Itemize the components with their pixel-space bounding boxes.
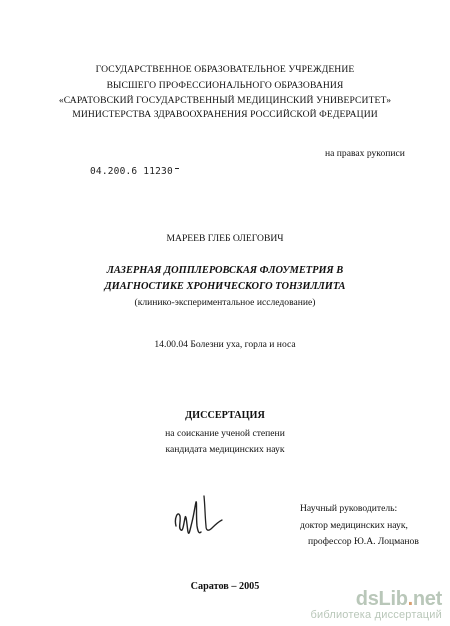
dissertation-subtitle: (клинико-экспериментальное исследование)	[134, 297, 316, 308]
degree-line-1: на соискание ученой степени	[165, 428, 285, 439]
author-name: МАРЕЕВ ГЛЕБ ОЛЕГОВИЧ	[166, 233, 284, 244]
dslib-logo-dot: .	[407, 587, 413, 610]
dslib-tagline: библиотека диссертаций	[310, 608, 442, 621]
degree-line-2: кандидата медицинских наук	[165, 444, 285, 455]
stamp-dash	[175, 168, 179, 170]
dslib-watermark	[310, 589, 442, 622]
institution-line-2: ВЫСШЕГО ПРОФЕССИОНАЛЬНОГО ОБРАЗОВАНИЯ	[106, 80, 344, 91]
dslib-logo-main: dsLib	[355, 587, 408, 610]
manuscript-rights-note: на правах рукописи	[325, 148, 405, 159]
handwritten-signature	[168, 492, 226, 542]
institution-line-1: ГОСУДАРСТВЕННОЕ ОБРАЗОВАТЕЛЬНОЕ УЧРЕЖДЕНИЕ	[95, 64, 355, 75]
institution-line-3: «САРАТОВСКИЙ ГОСУДАРСТВЕННЫЙ МЕДИЦИНСКИЙ УНИВЕРСИТЕТ»	[58, 95, 392, 106]
registration-stamp-number: 04.200.6 11230	[90, 166, 173, 177]
dslib-logo	[310, 589, 442, 609]
dissertation-title-line-2: ДИАГНОСТИКЕ ХРОНИЧЕСКОГО ТОНЗИЛЛИТА	[104, 281, 346, 292]
dissertation-heading: ДИССЕРТАЦИЯ	[185, 410, 265, 421]
supervisor-label: Научный руководитель:	[300, 503, 398, 514]
dslib-logo-tld: net	[412, 587, 442, 610]
dissertation-title-line-1: ЛАЗЕРНАЯ ДОППЛЕРОВСКАЯ ФЛОУМЕТРИЯ В	[106, 265, 344, 276]
specialty-code: 14.00.04 Болезни уха, горла и носа	[154, 339, 296, 350]
city-and-year: Саратов – 2005	[190, 581, 260, 592]
registration-stamp	[90, 166, 179, 177]
supervisor-degree: доктор медицинских наук,	[300, 520, 408, 531]
supervisor-name: профессор Ю.А. Лоцманов	[308, 536, 419, 547]
institution-line-4: МИНИСТЕРСТВА ЗДРАВООХРАНЕНИЯ РОССИЙСКОЙ ФЕДЕРАЦИИ	[72, 109, 378, 120]
